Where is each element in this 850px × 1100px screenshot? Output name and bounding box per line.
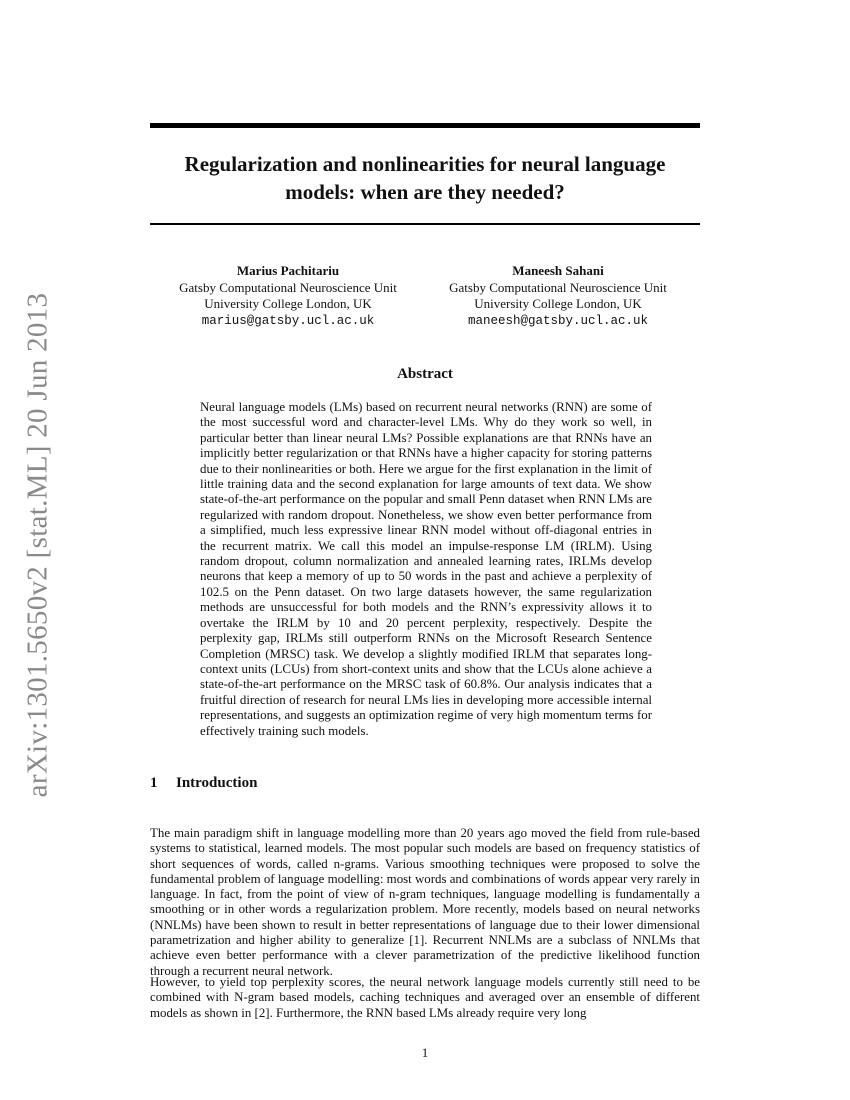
title-top-rule	[150, 123, 700, 128]
arxiv-sidebar-stamp: arXiv:1301.5650v2 [stat.ML] 20 Jun 2013	[21, 292, 54, 798]
author-name: Marius Pachitariu	[236, 263, 340, 278]
page-number: 1	[421, 1045, 429, 1060]
author-affiliation: Gatsby Computational Neuroscience Unit	[179, 279, 397, 295]
section-heading	[150, 775, 257, 792]
author-email: maneesh@gatsby.ucl.ac.uk	[467, 313, 649, 328]
title-bottom-rule	[150, 223, 700, 225]
section-number: 1	[150, 775, 158, 791]
intro-paragraph-2: However, to yield top perplexity scores, the neural network language models currently still need to be combined with N-gram based models, caching techniques and averaged over an ensemble of different models as shown in [2]. Furthermore, the RNN based LMs already require very long	[150, 975, 700, 1020]
author-email: marius@gatsby.ucl.ac.uk	[201, 313, 375, 328]
author-name: Maneesh Sahani	[512, 263, 604, 278]
author-affiliation: Gatsby Computational Neuroscience Unit	[449, 279, 667, 295]
paper-title: Regularization and nonlinearities for neural language models: when are they needed?	[184, 152, 666, 204]
abstract-heading: Abstract	[397, 366, 453, 382]
author-institution: University College London, UK	[204, 296, 372, 311]
author-institution: University College London, UK	[474, 296, 642, 311]
author-block-1	[163, 263, 413, 329]
abstract-text: Neural language models (LMs) based on recurrent neural networks (RNN) are some of the most successful word and character-level LMs. Why do they work so well, in particular better than linear neural LMs? Possible explanations are that RNNs have an implicitly better regularization or that RNNs have a higher capacity for storing patterns due to their nonlinearities or both. Here we argue for the first explanation in the limit of little training data and the second explanation for large amounts of text data. We show state-of-the-art performance on the popular and small Penn dataset when RNN LMs are regularized with random dropout. Nonetheless, we show even better performance from a simplified, much less expressive linear RNN model without off-diagonal entries in the recurrent matrix. We call this model an impulse-response LM (IRLM). Using random dropout, column normalization and annealed learning rates, IRLMs develop neurons that keep a memory of up to 50 words in the past and achieve a perplexity of 102.5 on the Penn dataset. On two large datasets however, the same regularization methods are unsuccessful for both models and the RNN’s expressivity allows it to overtake the IRLM by 10 and 20 percent perplexity, respectively. Despite the perplexity gap, IRLMs still outperform RNNs on the Microsoft Research Sentence Completion (MRSC) task. We develop a slightly modified IRLM that separates long-context units (LCUs) from short-context units and show that the LCUs alone achieve a state-of-the-art performance on the MRSC task of 60.8%. Our analysis indicates that a fruitful direction of research for neural LMs lies in developing more accessible internal representations, and suggests an optimization regime of very high momentum terms for effectively training such models.	[200, 400, 652, 738]
author-block-2	[433, 263, 683, 329]
section-title: Introduction	[176, 775, 258, 791]
intro-paragraph-1: The main paradigm shift in language modelling more than 20 years ago moved the field from rule-based systems to statistical, learned models. The most popular such models are based on frequency statistics of short sequences of words, called n-grams. Various smoothing techniques were proposed to solve the fundamental problem of language modelling: most words and combinations of words appear very rarely in language. In fact, from the point of view of n-gram techniques, language modelling is fundamentally a smoothing or in other words a regularization problem. More recently, models based on neural networks (NNLMs) have been shown to result in better representations of language due to their lower dimensional parametrization and higher ability to generalize [1]. Recurrent NNLMs are a subclass of NNLMs that achieve even better performance with a clever parametrization of the predictive likelihood function through a recurrent neural network.	[150, 826, 700, 978]
